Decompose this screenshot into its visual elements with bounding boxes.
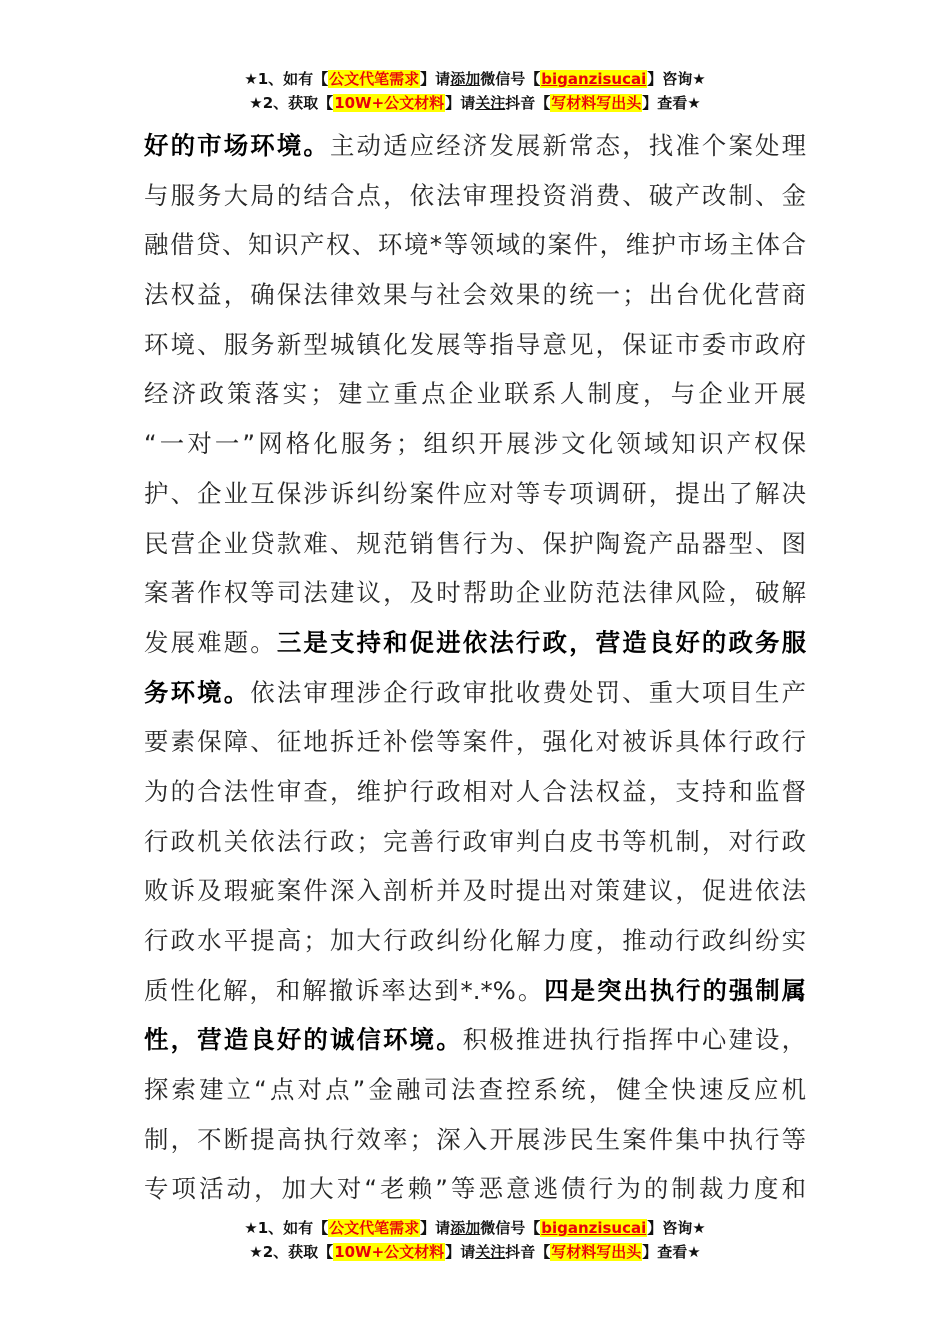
- banner-text: 微信号【: [480, 70, 541, 88]
- banner-highlight: 公文代笔需求: [329, 1219, 420, 1237]
- banner-text: ★2、获取【: [249, 94, 334, 112]
- banner-line-1: [0, 1217, 950, 1241]
- text-line: 行政机关依法行政；完善行政审判白皮书等机制，对行政: [144, 826, 806, 856]
- banner-highlight: 10W+公文材料: [334, 1243, 445, 1261]
- text-line: “一对一”网格化服务；组织开展涉文化领域知识产权保: [144, 429, 806, 459]
- banner-highlight: 10W+公文材料: [334, 94, 445, 112]
- text-line: 败诉及瑕疵案件深入剖析并及时提出对策建议，促进依法: [144, 876, 806, 906]
- text-line: 探索建立“点对点”金融司法查控系统，健全快速反应机: [144, 1075, 806, 1105]
- text-segment: 质性化解，和解撤诉率达到*.*%。: [144, 975, 545, 1005]
- banner-text: 添加: [450, 70, 481, 88]
- document-body: [144, 121, 806, 1214]
- text-line: 专项活动，加大对“老赖”等恶意逃债行为的制裁力度和: [144, 1174, 806, 1204]
- text-segment: 依法审理涉企行政审批收费处罚、重大项目生产: [250, 677, 806, 707]
- text-line: 案著作权等司法建议，及时帮助企业防范法律风险，破解: [144, 578, 806, 608]
- bold-heading: 三是支持和促进依法行政，营造良好的政务服: [276, 627, 806, 657]
- text-line: [144, 668, 806, 718]
- banner-text: 抖音【: [505, 1243, 551, 1261]
- banner-text: 微信号【: [480, 1219, 541, 1237]
- banner-text: 】请: [445, 1243, 476, 1261]
- text-line: 与服务大局的结合点，依法审理投资消费、破产改制、金: [144, 180, 806, 210]
- banner-highlight: 写材料写出头: [551, 94, 642, 112]
- banner-highlight: 写材料写出头: [551, 1243, 642, 1261]
- bold-heading: 好的市场环境。: [144, 131, 330, 160]
- text-line: 行政水平提高；加大行政纠纷化解力度，推动行政纠纷实: [144, 926, 806, 955]
- bold-heading: 性，营造良好的诚信环境。: [144, 1025, 463, 1055]
- banner-text: 】咨询★: [647, 70, 706, 88]
- banner-text: 】查看★: [642, 94, 701, 112]
- text-line: [144, 966, 806, 1016]
- text-line: 护、企业互保涉诉纠纷案件应对等专项调研，提出了解决: [144, 478, 806, 508]
- banner-text: 】请: [420, 1219, 451, 1237]
- banner-text: ★1、如有【: [244, 70, 329, 88]
- banner-text: 】查看★: [642, 1243, 701, 1261]
- text-line: 为的合法性审查，维护行政相对人合法权益，支持和监督: [144, 776, 806, 806]
- text-segment: 积极推进执行指挥中心建设，: [462, 1025, 806, 1055]
- banner-text: 】咨询★: [647, 1219, 706, 1237]
- banner-text: 添加: [450, 1219, 481, 1237]
- text-line: 环境、服务新型城镇化发展等指导意见，保证市委市政府: [144, 329, 806, 359]
- banner-line-2: [0, 1241, 950, 1265]
- text-segment: 发展难题。: [144, 627, 277, 657]
- banner-text: 】请: [445, 94, 476, 112]
- wechat-id-link[interactable]: biganzisucai: [541, 70, 647, 88]
- text-line: [144, 1015, 806, 1065]
- text-line: [144, 618, 806, 668]
- banner-line-1: [0, 68, 950, 92]
- text-line: 制，不断提高执行效率；深入开展涉民生案件集中执行等: [144, 1124, 806, 1154]
- text-line: 经济政策落实；建立重点企业联系人制度，与企业开展: [144, 379, 806, 409]
- text-line: 民营企业贷款难、规范销售行为、保护陶瓷产品器型、图: [144, 528, 806, 558]
- banner-line-2: [0, 92, 950, 116]
- banner-text: 关注: [475, 94, 506, 112]
- text-line: 融借贷、知识产权、环境*等领域的案件，维护市场主体合: [144, 230, 806, 260]
- banner-text: 】请: [420, 70, 451, 88]
- banner-text: 关注: [475, 1243, 506, 1261]
- text-line: [144, 121, 806, 171]
- bold-heading: 四是突出执行的强制属: [544, 975, 806, 1005]
- bold-heading: 务环境。: [144, 677, 251, 707]
- wechat-id-link[interactable]: biganzisucai: [541, 1219, 647, 1237]
- text-line: 法权益，确保法律效果与社会效果的统一；出台优化营商: [144, 280, 806, 310]
- text-segment: 主动适应经济发展新常态，找准个案处理: [329, 131, 806, 160]
- text-line: 要素保障、征地拆迁补偿等案件，强化对被诉具体行政行: [144, 727, 806, 757]
- banner-text: ★2、获取【: [249, 1243, 334, 1261]
- banner-text: ★1、如有【: [244, 1219, 329, 1237]
- footer-banner: [0, 1217, 950, 1265]
- banner-text: 抖音【: [505, 94, 551, 112]
- header-banner: [0, 68, 950, 116]
- banner-highlight: 公文代笔需求: [329, 70, 420, 88]
